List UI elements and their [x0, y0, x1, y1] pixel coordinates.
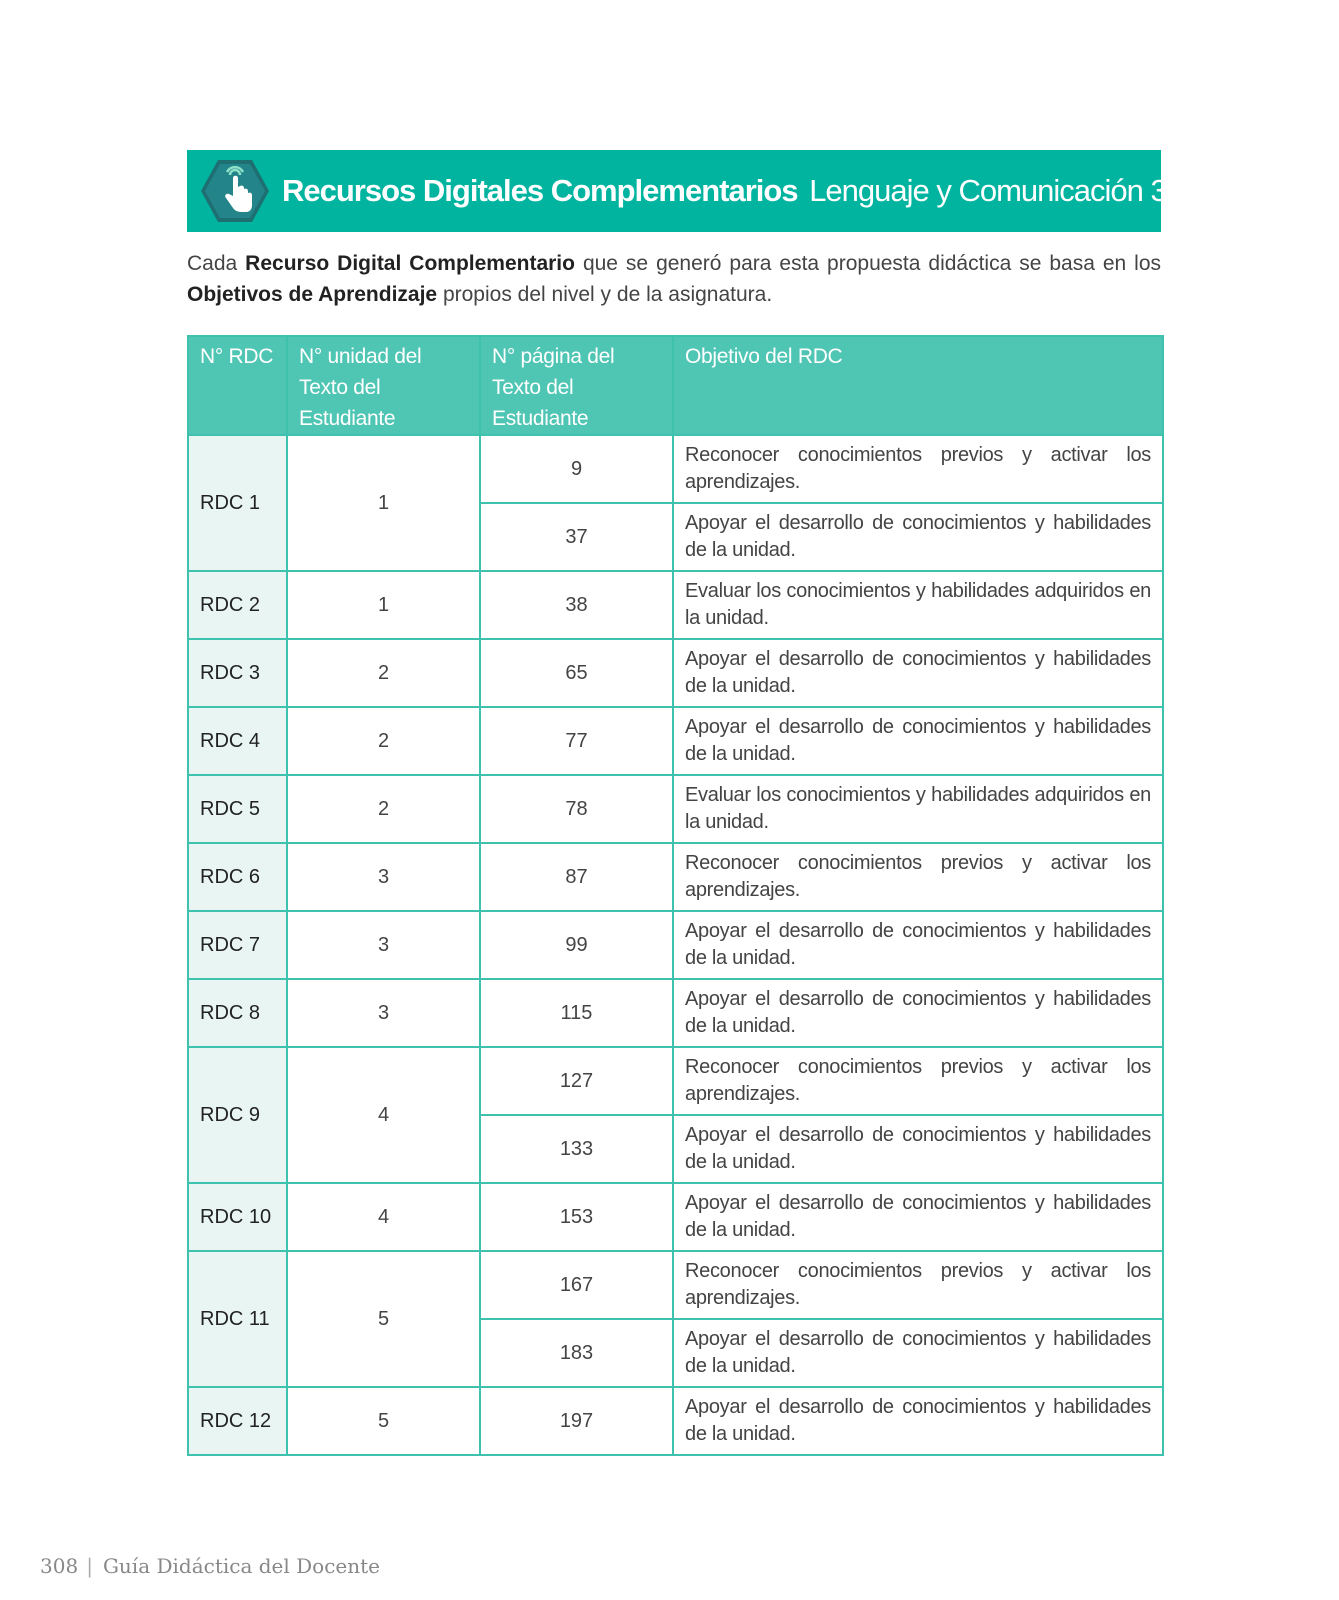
objective-cell: Evaluar los conocimientos y habilidades adquiridos en la unidad. — [673, 571, 1163, 639]
table-row — [188, 707, 1163, 775]
table-row — [188, 571, 1163, 639]
page-cell: 87 — [480, 843, 673, 911]
objective-cell: Apoyar el desarrollo de conocimientos y habilidades de la unidad. — [673, 707, 1163, 775]
unit-cell: 1 — [287, 435, 480, 571]
objective-cell: Apoyar el desarrollo de conocimientos y habilidades de la unidad. — [673, 1319, 1163, 1387]
footer-separator: | — [86, 1554, 93, 1578]
table-header-row — [188, 336, 1163, 435]
page-number: 308 — [40, 1554, 79, 1578]
page-cell: 38 — [480, 571, 673, 639]
intro-text: propios del nivel y de la asignatura. — [437, 283, 773, 306]
objective-cell: Apoyar el desarrollo de conocimientos y habilidades de la unidad. — [673, 1183, 1163, 1251]
table-row — [188, 1047, 1163, 1115]
unit-cell: 2 — [287, 639, 480, 707]
table-row — [188, 1183, 1163, 1251]
unit-cell: 5 — [287, 1251, 480, 1387]
page-footer — [40, 1554, 380, 1578]
rdc-id-cell: RDC 7 — [188, 911, 287, 979]
objective-cell: Reconocer conocimientos previos y activar los aprendizajes. — [673, 435, 1163, 503]
unit-cell: 2 — [287, 707, 480, 775]
page-cell: 153 — [480, 1183, 673, 1251]
objective-cell: Evaluar los conocimientos y habilidades adquiridos en la unidad. — [673, 775, 1163, 843]
intro-bold-term: Recurso Digital Complementario — [245, 252, 575, 275]
rdc-id-cell: RDC 12 — [188, 1387, 287, 1455]
table-row — [188, 843, 1163, 911]
page-cell: 99 — [480, 911, 673, 979]
unit-cell: 1 — [287, 571, 480, 639]
objective-cell: Apoyar el desarrollo de conocimientos y habilidades de la unidad. — [673, 1387, 1163, 1455]
objective-cell: Reconocer conocimientos previos y activar los aprendizajes. — [673, 1047, 1163, 1115]
unit-cell: 2 — [287, 775, 480, 843]
table-row — [188, 1251, 1163, 1319]
intro-bold-term: Objetivos de Aprendizaje — [187, 283, 438, 306]
rdc-id-cell: RDC 3 — [188, 639, 287, 707]
banner-title-subject: Lenguaje y Comunicación 3º Básico — [809, 173, 1272, 208]
rdc-id-cell: RDC 8 — [188, 979, 287, 1047]
page-cell: 167 — [480, 1251, 673, 1319]
rdc-id-cell: RDC 5 — [188, 775, 287, 843]
rdc-id-cell: RDC 4 — [188, 707, 287, 775]
table-row — [188, 639, 1163, 707]
unit-cell: 4 — [287, 1183, 480, 1251]
unit-cell: 4 — [287, 1047, 480, 1183]
objective-cell: Apoyar el desarrollo de conocimientos y habilidades de la unidad. — [673, 503, 1163, 571]
banner-title — [282, 173, 1272, 209]
table-row — [188, 979, 1163, 1047]
page-cell: 197 — [480, 1387, 673, 1455]
unit-cell: 3 — [287, 843, 480, 911]
rdc-id-cell: RDC 11 — [188, 1251, 287, 1387]
objective-cell: Apoyar el desarrollo de conocimientos y habilidades de la unidad. — [673, 1115, 1163, 1183]
unit-cell: 3 — [287, 911, 480, 979]
objective-cell: Apoyar el desarrollo de conocimientos y habilidades de la unidad. — [673, 911, 1163, 979]
rdc-table — [187, 335, 1164, 1456]
page-cell: 65 — [480, 639, 673, 707]
rdc-id-cell: RDC 10 — [188, 1183, 287, 1251]
table-row — [188, 911, 1163, 979]
page-cell: 127 — [480, 1047, 673, 1115]
page-cell: 78 — [480, 775, 673, 843]
objective-cell: Reconocer conocimientos previos y activar los aprendizajes. — [673, 1251, 1163, 1319]
page-cell: 183 — [480, 1319, 673, 1387]
intro-text: Cada — [187, 252, 246, 275]
page-cell: 115 — [480, 979, 673, 1047]
rdc-id-cell: RDC 1 — [188, 435, 287, 571]
rdc-id-cell: RDC 6 — [188, 843, 287, 911]
unit-cell: 5 — [287, 1387, 480, 1455]
intro-text: que se generó para esta propuesta didáctica se basa en los — [574, 252, 1162, 275]
table-row — [188, 1387, 1163, 1455]
objective-cell: Apoyar el desarrollo de conocimientos y habilidades de la unidad. — [673, 979, 1163, 1047]
page-cell: 9 — [480, 435, 673, 503]
banner-title-main: Recursos Digitales Complementarios — [282, 173, 798, 208]
objective-cell: Reconocer conocimientos previos y activar los aprendizajes. — [673, 843, 1163, 911]
rdc-id-cell: RDC 9 — [188, 1047, 287, 1183]
table-row — [188, 775, 1163, 843]
page-cell: 77 — [480, 707, 673, 775]
header-page-number: N° página del Texto del Estudiante — [480, 336, 673, 435]
touch-hand-icon — [200, 158, 270, 224]
header-objective: Objetivo del RDC — [673, 336, 1163, 435]
footer-title: Guía Didáctica del Docente — [102, 1554, 381, 1578]
section-banner — [187, 150, 1272, 232]
table-row — [188, 435, 1163, 503]
rdc-id-cell: RDC 2 — [188, 571, 287, 639]
header-unit-number: N° unidad del Texto del Estudiante — [287, 336, 480, 435]
header-rdc-number: N° RDC — [188, 336, 287, 435]
page-cell: 37 — [480, 503, 673, 571]
page-cell: 133 — [480, 1115, 673, 1183]
objective-cell: Apoyar el desarrollo de conocimientos y habilidades de la unidad. — [673, 639, 1163, 707]
intro-paragraph — [187, 248, 1161, 310]
unit-cell: 3 — [287, 979, 480, 1047]
